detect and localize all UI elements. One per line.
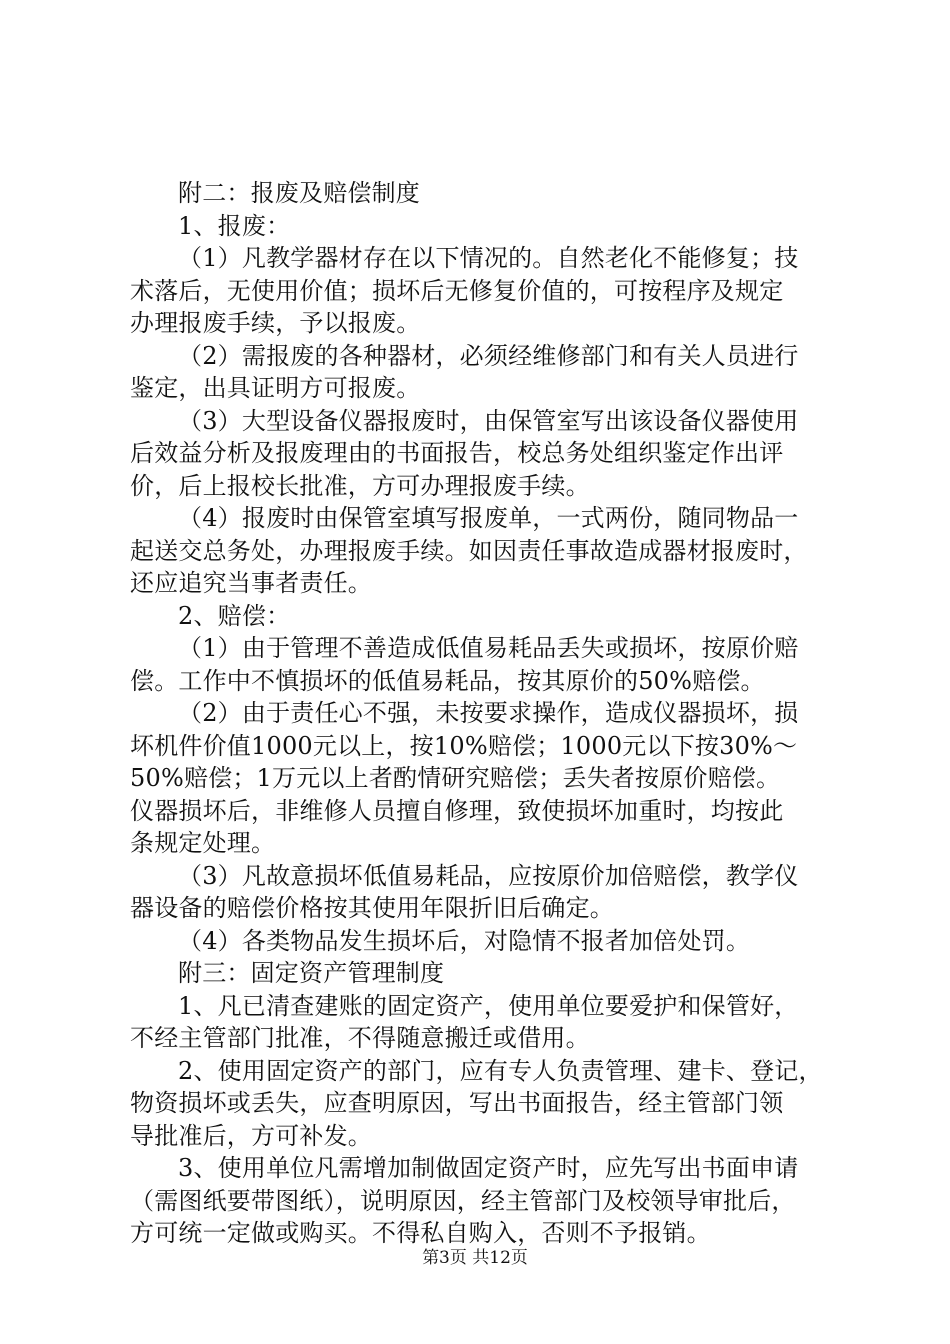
text-line: 2、使用固定资产的部门，应有专人负责管理、建卡、登记， — [178, 1056, 823, 1085]
text-line: （4）各类物品发生损坏后，对隐情不报者加倍处罚。 — [178, 926, 751, 955]
text-line: 50%赔偿；1万元以上者酌情研究赔偿；丢失者按原价赔偿。 — [130, 764, 781, 792]
text-line: 1、报废： — [178, 211, 291, 240]
text-line: 物资损坏或丢失，应查明原因，写出书面报告，经主管部门领 — [130, 1089, 784, 1117]
text-line: 还应追究当事者责任。 — [130, 569, 372, 597]
text-line: （1）凡教学器材存在以下情况的。自然老化不能修复；技 — [178, 244, 799, 272]
page-footer: 第3页 共12页 — [422, 1248, 528, 1268]
text-line: 术落后，无使用价值；损坏后无修复价值的，可按程序及规定 — [130, 276, 784, 305]
text-line: 后效益分析及报废理由的书面报告，校总务处组织鉴定作出评 — [130, 439, 784, 467]
text-line: 附二：报废及赔偿制度 — [178, 179, 420, 207]
text-line: （2）需报废的各种器材，必须经维修部门和有关人员进行 — [178, 341, 799, 370]
text-line: （1）由于管理不善造成低值易耗品丢失或损坏，按原价赔 — [178, 634, 799, 662]
text-line: 2、赔偿： — [178, 601, 291, 630]
text-line: 偿。工作中不慎损坏的低值易耗品，按其原价的50%赔偿。 — [130, 666, 765, 695]
text-line: （3）凡故意损坏低值易耗品，应按原价加倍赔偿，教学仪 — [178, 861, 799, 890]
text-line: 起送交总务处，办理报废手续。如因责任事故造成器材报废时， — [130, 536, 808, 565]
text-line: 导批准后，方可补发。 — [130, 1121, 372, 1150]
text-line: 价，后上报校长批准，方可办理报废手续。 — [130, 471, 590, 500]
document-body — [130, 177, 830, 1250]
text-line: 办理报废手续，予以报废。 — [130, 309, 421, 337]
text-line: 条规定处理。 — [130, 829, 276, 857]
text-line: 不经主管部门批准，不得随意搬迁或借用。 — [130, 1024, 590, 1052]
text-line: 3、使用单位凡需增加制做固定资产时，应先写出书面申请 — [178, 1154, 799, 1182]
text-line: 1、凡已清查建账的固定资产，使用单位要爱护和保管好， — [178, 991, 799, 1020]
text-line: （4）报废时由保管室填写报废单，一式两份，随同物品一 — [178, 504, 799, 532]
text-line: 仪器损坏后，非维修人员擅自修理，致使损坏加重时，均按此 — [130, 796, 784, 825]
text-line: （需图纸要带图纸），说明原因，经主管部门及校领导审批后， — [130, 1186, 796, 1215]
text-line: 坏机件价值1000元以上，按10%赔偿；1000元以下按30%～ — [130, 731, 798, 760]
text-line: （2）由于责任心不强，未按要求操作，造成仪器损坏，损 — [178, 699, 799, 727]
text-line: 鉴定，出具证明方可报废。 — [130, 374, 421, 402]
text-line: 方可统一定做或购买。不得私自购入，否则不予报销。 — [130, 1219, 711, 1247]
text-line: 附三：固定资产管理制度 — [178, 959, 445, 987]
text-line: （3）大型设备仪器报废时，由保管室写出该设备仪器使用 — [178, 406, 799, 435]
text-line: 器设备的赔偿价格按其使用年限折旧后确定。 — [130, 894, 614, 922]
